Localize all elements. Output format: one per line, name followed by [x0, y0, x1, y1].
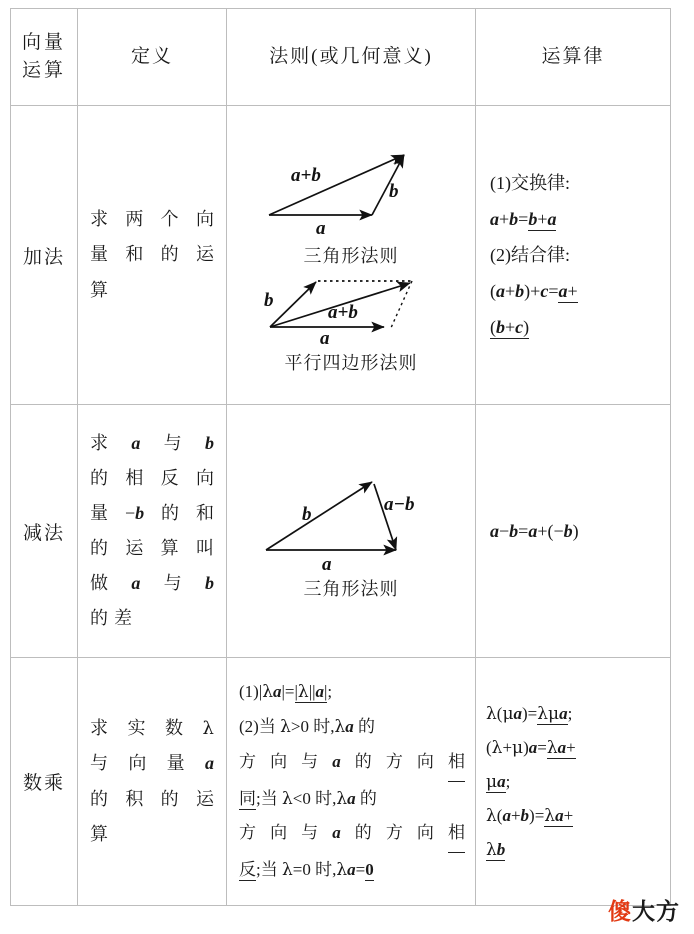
- definition-line: 的 相 反 向: [90, 467, 214, 488]
- law-text-scalar: [476, 693, 670, 871]
- definition-line: 算: [90, 823, 108, 844]
- row-label-cell-scalar: [11, 658, 78, 906]
- law-cell-addition: [476, 106, 671, 405]
- header-rule-label: 法则(或几何意义): [269, 46, 433, 68]
- svg-text:b: b: [264, 290, 274, 311]
- diagram-caption-triangle-subtraction: 三角形法则: [303, 578, 399, 599]
- svg-text:b: b: [389, 181, 399, 202]
- rule-cell-scalar: [227, 658, 476, 906]
- definition-cell-subtraction: [78, 405, 227, 658]
- header-definition-label: 定义: [130, 46, 173, 68]
- law-line-scalar-3: μa;: [486, 771, 511, 792]
- diagram-parallelogram-addition: [235, 272, 467, 375]
- rule-line-5: 方 向 与 a 的 方 向 相: [239, 816, 465, 853]
- table-row-scalar-multiplication: [11, 658, 671, 906]
- law-line-commutative-title: (1)交换律:: [490, 173, 570, 193]
- diagram-triangle-addition: [235, 135, 467, 268]
- definition-text-subtraction: [78, 420, 226, 643]
- law-line-scalar-2: (λ+μ)a=λa+: [486, 737, 576, 758]
- definition-line: 与 向 量 a: [90, 753, 214, 774]
- svg-text:a: a: [322, 553, 332, 574]
- law-line-associative-formula-1: (a+b)+c=a+: [490, 281, 578, 301]
- definition-text-scalar: [78, 705, 226, 857]
- vector-operations-table: [10, 8, 671, 906]
- definition-line: 做 a 与 b: [90, 573, 214, 594]
- rule-text-scalar: [227, 671, 475, 892]
- row-label-subtraction: 减法: [22, 522, 65, 544]
- law-line-commutative-formula: a+b=b+a: [490, 209, 557, 229]
- definition-line: 量 −b 的 和: [90, 502, 214, 523]
- table-row-subtraction: [11, 405, 671, 658]
- row-label-cell-addition: [11, 106, 78, 405]
- row-label-addition: 加法: [22, 246, 65, 268]
- header-operation-line1: 向量: [21, 32, 66, 54]
- law-line-scalar-5: λb: [486, 839, 506, 860]
- diagram-caption-parallelogram-addition: 平行四边形法则: [284, 353, 418, 373]
- watermark: [608, 893, 680, 926]
- law-line-associative-title: (2)结合律:: [490, 245, 570, 265]
- law-cell-scalar: [476, 658, 671, 906]
- law-line-associative-formula-2: (b+c): [490, 317, 530, 337]
- law-line-subtraction-formula: a−b=a+(−b): [490, 521, 579, 541]
- row-label-scalar: 数乘: [22, 773, 65, 794]
- definition-line: 的 差: [90, 608, 132, 629]
- rule-line-6: 反;当 λ=0 时,λa=0: [239, 860, 374, 881]
- definition-line: 求 两 个 向: [90, 209, 214, 230]
- watermark-dark-chars: 大方: [632, 899, 680, 925]
- rule-line-4: 同;当 λ<0 时,λa 的: [239, 788, 377, 809]
- law-cell-subtraction: [476, 405, 671, 658]
- header-law-label: 运算律: [541, 46, 605, 68]
- rule-cell-addition: [227, 106, 476, 405]
- svg-text:a+b: a+b: [291, 165, 321, 186]
- law-text-addition: [476, 159, 670, 351]
- law-line-scalar-4: λ(a+b)=λa+: [486, 805, 574, 826]
- definition-cell-addition: [78, 106, 227, 405]
- definition-line: 算: [90, 279, 108, 300]
- table-row-addition: [11, 106, 671, 405]
- rule-cell-subtraction: [227, 405, 476, 658]
- svg-text:a: a: [316, 218, 326, 239]
- rule-line-1: (1)|λa|=|λ||a|;: [239, 681, 333, 702]
- header-cell-law: [476, 9, 671, 106]
- law-text-subtraction: [476, 507, 670, 555]
- rule-line-2: (2)当 λ>0 时,λa 的: [239, 716, 375, 737]
- header-operation-line2: 运算: [21, 60, 66, 81]
- header-cell-definition: [78, 9, 227, 106]
- definition-cell-scalar: [78, 658, 227, 906]
- diagram-caption-triangle-addition: 三角形法则: [303, 246, 399, 266]
- definition-line: 的 运 算 叫: [90, 538, 214, 558]
- table-header-row: [11, 9, 671, 106]
- diagram-triangle-subtraction: [235, 462, 467, 601]
- svg-text:a: a: [320, 328, 330, 348]
- rule-diagrams-addition: [227, 131, 475, 379]
- svg-text:a+b: a+b: [328, 302, 358, 323]
- watermark-red-char: 傻: [608, 899, 632, 925]
- svg-text:b: b: [302, 503, 312, 525]
- definition-line: 量 和 的 运: [90, 244, 214, 265]
- header-cell-rule: [227, 9, 476, 106]
- rule-line-3: 方 向 与 a 的 方 向 相: [239, 745, 465, 782]
- definition-line: 求 实 数 λ: [90, 718, 214, 740]
- rule-diagrams-subtraction: [227, 458, 475, 605]
- definition-line: 的 积 的 运: [90, 788, 214, 809]
- header-cell-operation: [11, 9, 78, 106]
- definition-line: 求 a 与 b: [90, 432, 214, 453]
- svg-text:a−b: a−b: [384, 493, 415, 515]
- row-label-cell-subtraction: [11, 405, 78, 658]
- definition-text-addition: [78, 196, 226, 313]
- law-line-scalar-1: λ(μa)=λμa;: [486, 703, 573, 724]
